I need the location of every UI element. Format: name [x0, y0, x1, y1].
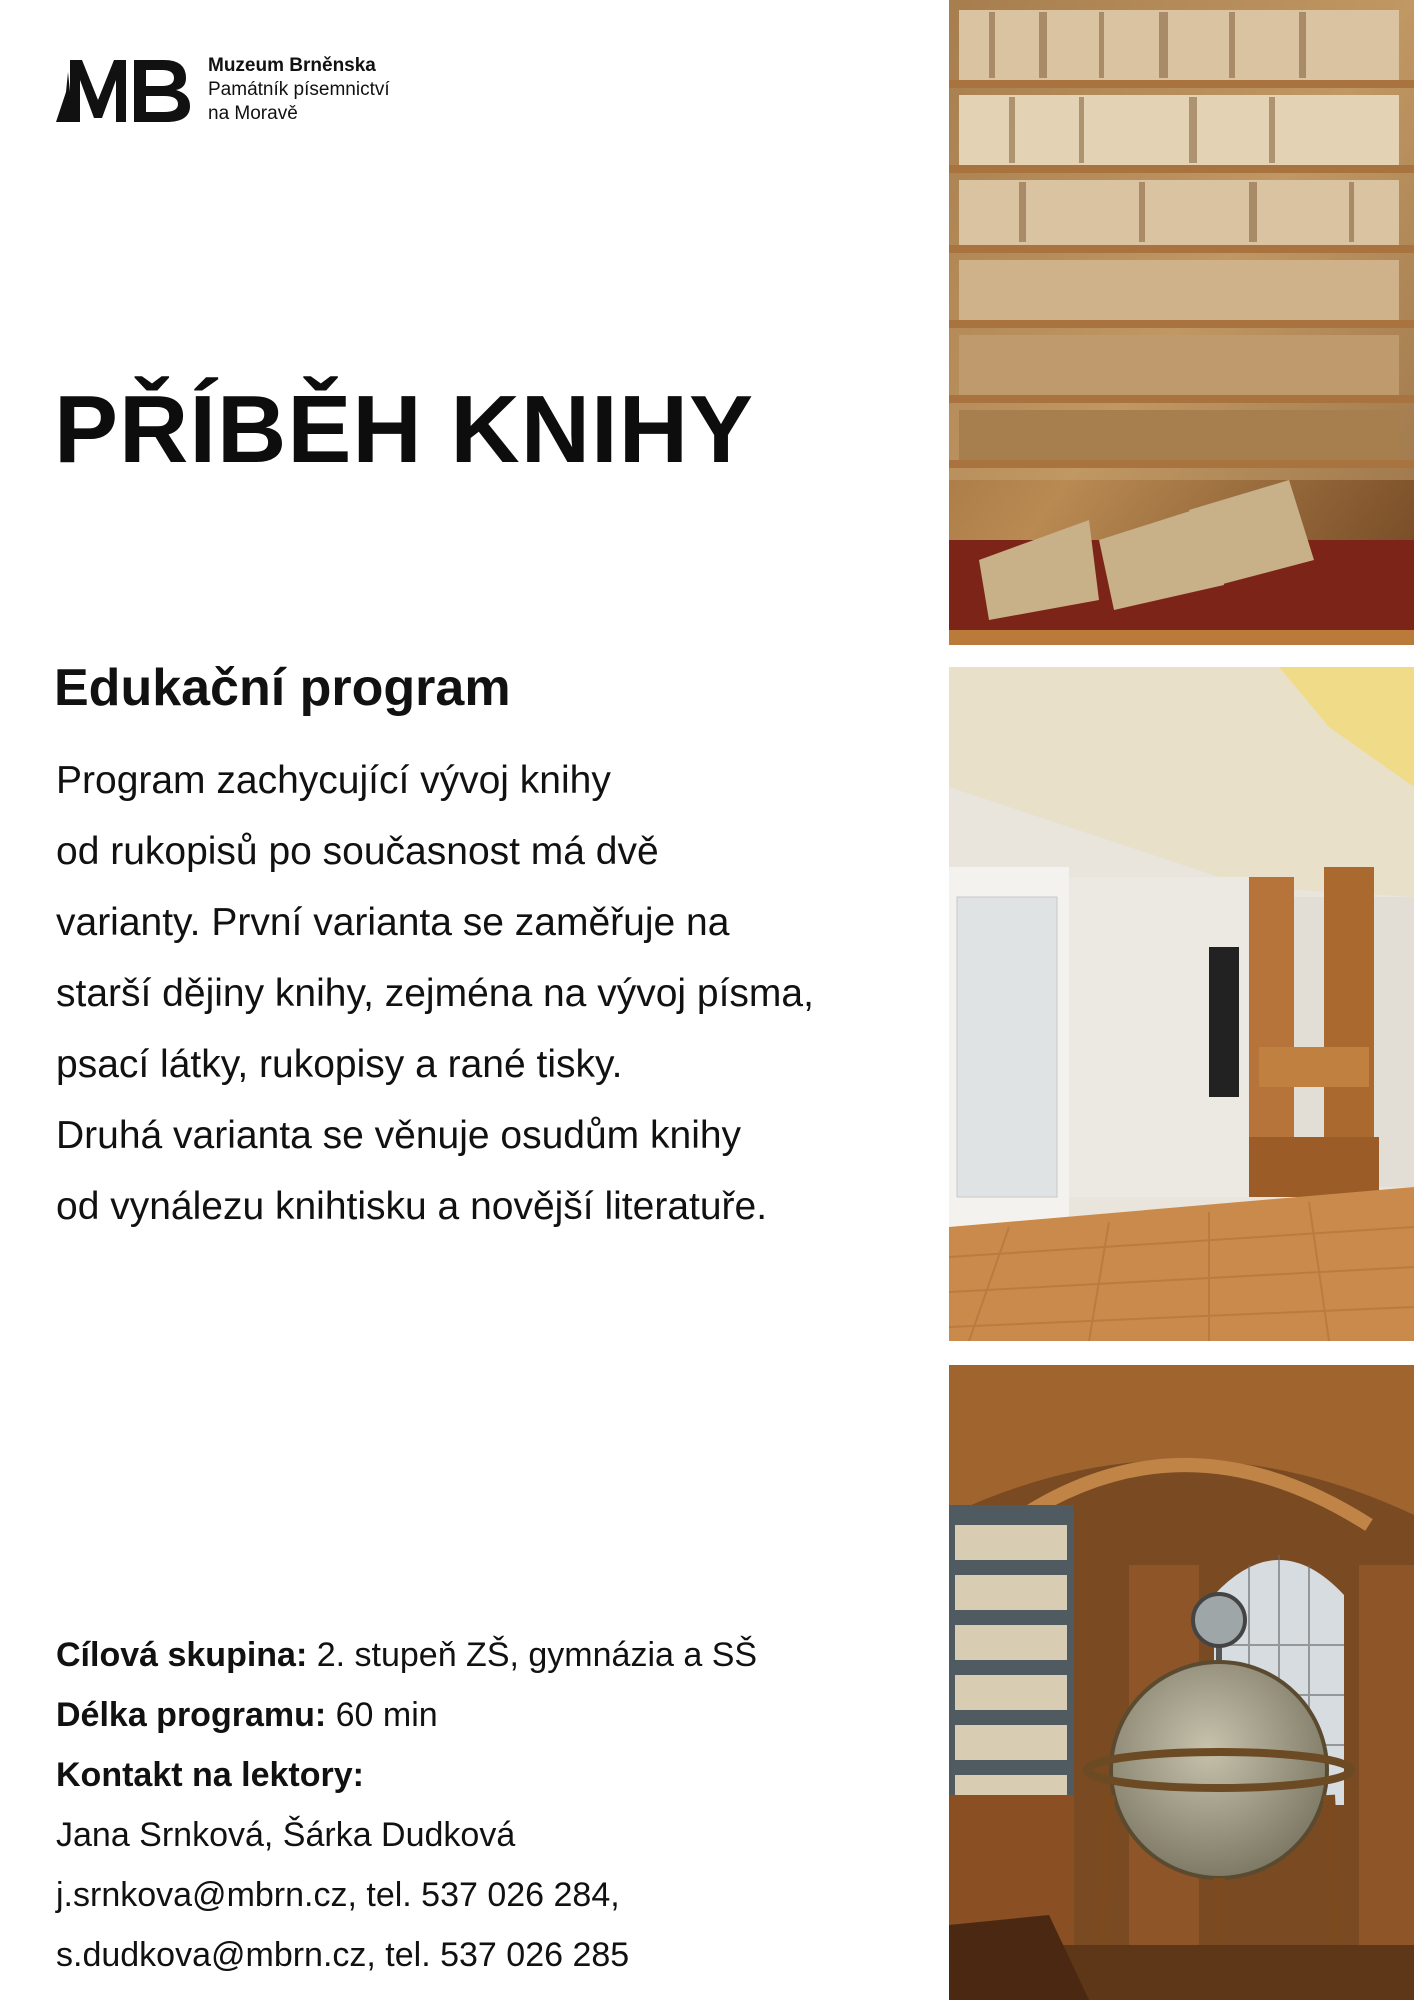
target-group-row	[56, 1625, 936, 1685]
lecturer-names: Jana Srnková, Šárka Dudková	[56, 1816, 516, 1854]
contact-line-1: j.srnkova@mbrn.cz, tel. 537 026 284,	[56, 1876, 620, 1914]
logo-line-2: Památník písemnictví	[208, 79, 390, 100]
target-group-value: 2. stupeň ZŠ, gymnázia a SŠ	[307, 1636, 758, 1674]
page-title: PŘÍBĚH KNIHY	[54, 376, 755, 483]
program-info	[56, 1625, 936, 1985]
section-heading: Edukační program	[54, 659, 511, 717]
printing-press-exhibit-photo	[949, 667, 1414, 1341]
logo-line-1: Muzeum Brněnska	[208, 55, 376, 76]
description-line: Druhá varianta se věnuje osudům knihy	[56, 1114, 742, 1157]
contact-heading-row	[56, 1745, 936, 1805]
museum-logo	[56, 52, 436, 128]
description-line: Program zachycující vývoj knihy	[56, 759, 611, 802]
program-description	[56, 745, 926, 1242]
contact-line-2: s.dudkova@mbrn.cz, tel. 537 026 285	[56, 1936, 630, 1974]
description-line: varianty. První varianta se zaměřuje na	[56, 901, 730, 944]
historic-library-globe-photo	[949, 1365, 1414, 2000]
target-group-label: Cílová skupina:	[56, 1636, 308, 1674]
duration-row	[56, 1685, 936, 1745]
description-line: od vynálezu knihtisku a novější literatuře.	[56, 1185, 768, 1228]
contact-label: Kontakt na lektory:	[56, 1756, 364, 1794]
description-line: psací látky, rukopisy a rané tisky.	[56, 1043, 623, 1086]
description-line: starší dějiny knihy, zejména na vývoj písma,	[56, 972, 814, 1015]
duration-label: Délka programu:	[56, 1696, 327, 1734]
library-bookshelves-photo	[949, 0, 1414, 645]
logo-line-3: na Moravě	[208, 103, 298, 124]
description-line: od rukopisů po současnost má dvě	[56, 830, 659, 873]
duration-value: 60 min	[326, 1696, 438, 1734]
mb-logo-mark-icon	[56, 52, 206, 128]
